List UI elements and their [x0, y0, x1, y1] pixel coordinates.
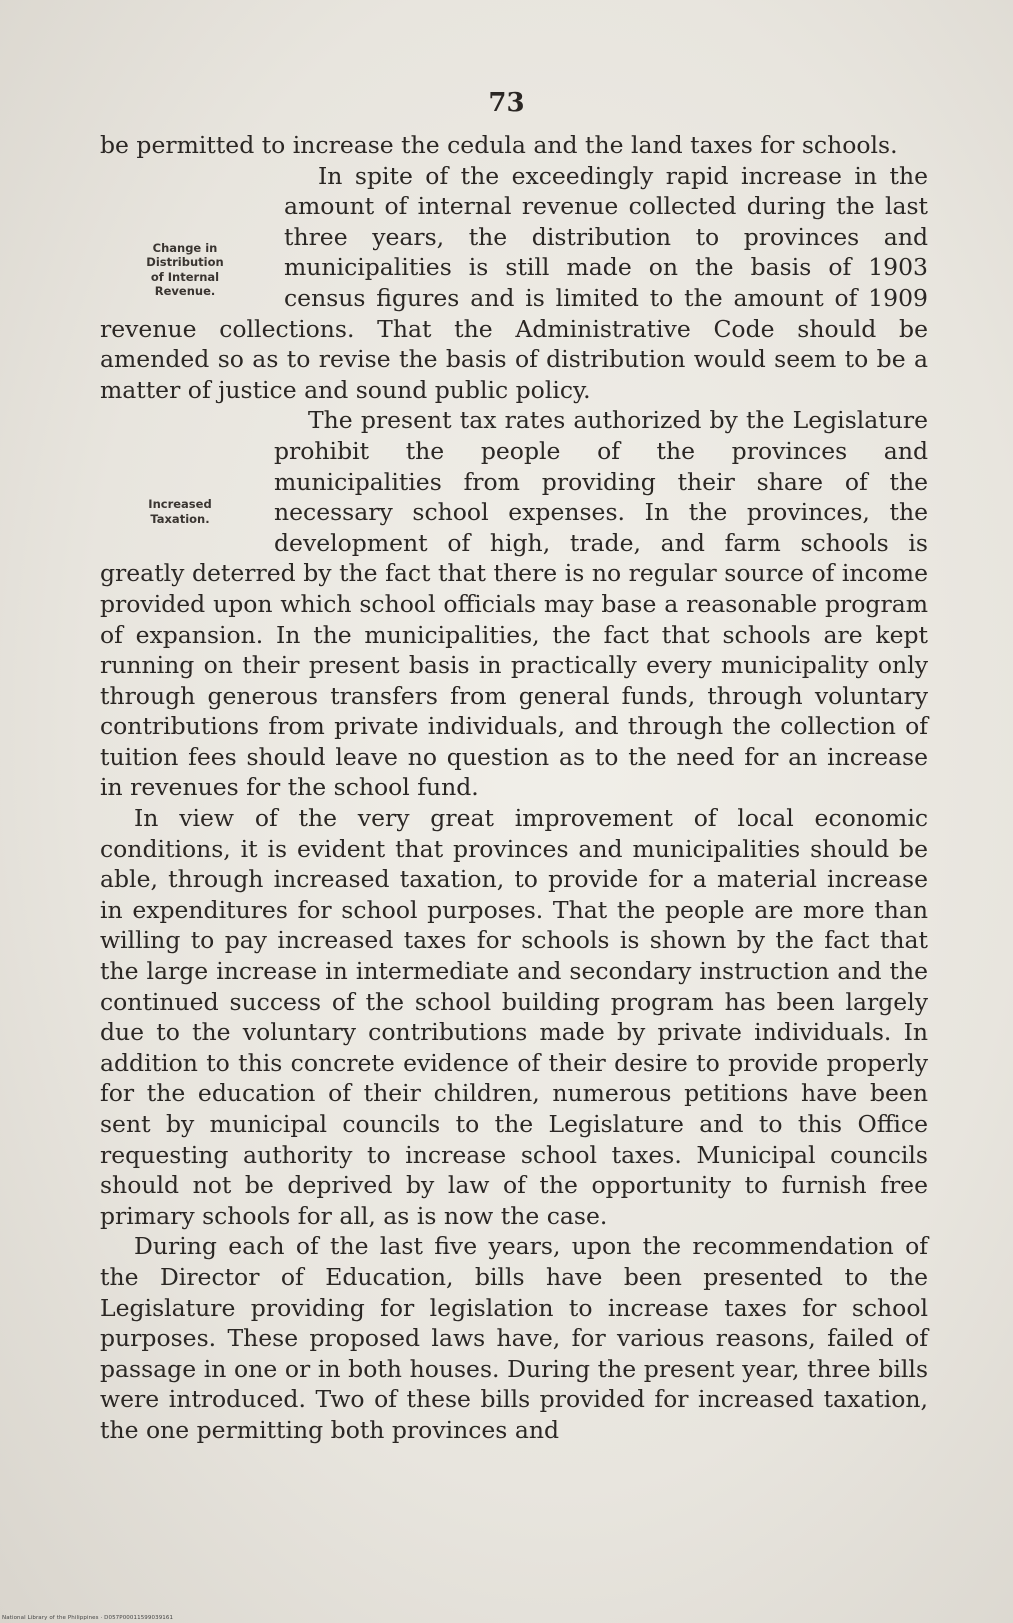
paragraph-continuation: be permitted to increase the cedula and the land taxes for schools.	[100, 131, 898, 159]
paragraph-economic-conditions: In view of the very great improvement of local economic conditions, it is evident that provinces and municipalities should be able, through increased taxation, to provide for a material increase in expenditures for school purposes. That the people are more than willing to pay increased taxes for schools is shown by the fact that the large increase in intermediate and secondary instruction and the continued success of the school building program has been largely due to the voluntary contributions made by private individuals. In addition to this concrete evidence of their desire to provide properly for the education of their children, numerous petitions have been sent by municipal councils to the Legislature and to this Office requesting authority to increase school taxes. Municipal councils should not be deprived by law of the opportunity to furnish free primary schools for all, as is now the case.	[100, 804, 928, 1230]
archive-footer: National Library of the Philippines · D057P00011599039161	[2, 1615, 174, 1621]
margin-note-line: Taxation.	[150, 511, 210, 526]
page-number: 73	[488, 88, 525, 118]
margin-note-line: Change in	[152, 240, 218, 255]
paragraph-bills: During each of the last five years, upon the recommendation of the Director of Education, bills have been presented to the Legislature providing for legislation to increase taxes for school purposes. These proposed laws have, for various reasons, failed of passage in one or in both houses. During the present year, three bills were introduced. Two of these bills provided for increased taxation, the one permitting both provinces and	[100, 1232, 928, 1444]
margin-note-line: Increased	[148, 497, 212, 512]
margin-note-line: Distribution	[146, 255, 224, 270]
margin-note-distribution	[100, 241, 270, 299]
margin-note-taxation	[100, 497, 260, 526]
margin-note-line: Revenue.	[154, 284, 216, 299]
body-text	[100, 130, 928, 1446]
margin-note-line: of Internal	[150, 269, 220, 284]
paragraph-internal-revenue: In spite of the exceedingly rapid increase in the amount of internal revenue collected during the last three years, the distribution to provinces and municipalities is still made on the basis of 1903 census figures and is limited to the amount of 1909 revenue collections. That the Administrative Code should be amended so as to revise the basis of distribution would seem to be a matter of justice and sound public policy.	[100, 161, 928, 404]
paragraph-tax-rates: The present tax rates authorized by the Legislature prohibit the people of the provinces and municipalities from providing their share of the necessary school expenses. In the provinces, the development of high, trade, and farm schools is greatly deterred by the fact that there is no regular source of income provided upon which school officials may base a reasonable program of expansion. In the municipalities, the fact that schools are kept running on their present basis in practically every municipality only through generous transfers from general funds, through voluntary contributions from private individuals, and through the collection of tuition fees should leave no question as to the need for an increase in revenues for the school fund.	[100, 406, 928, 802]
